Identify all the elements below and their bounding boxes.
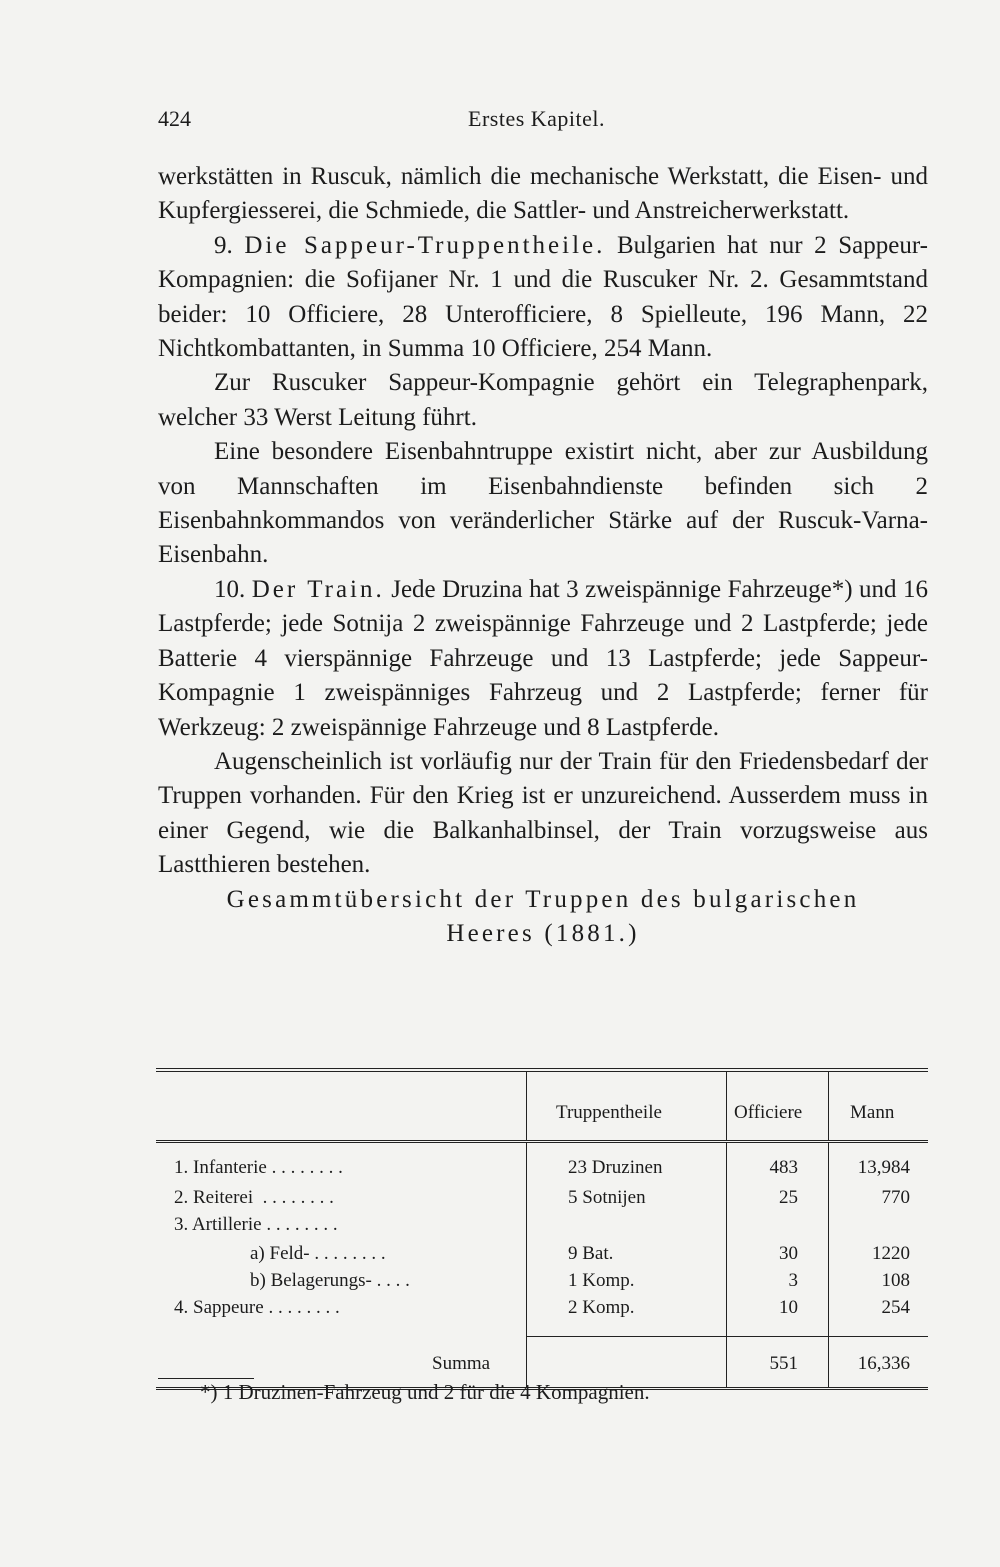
sum-men: 16,336 <box>857 1353 910 1374</box>
row-label: 3. Artillerie . . . . . . . . <box>174 1214 338 1235</box>
footnote-rule <box>158 1378 254 1379</box>
row-units: 5 Sotnijen <box>568 1187 646 1208</box>
header-units: Truppentheile <box>556 1102 662 1123</box>
sum-rule <box>526 1336 928 1337</box>
row-officers: 25 <box>779 1187 798 1208</box>
row-units: 2 Komp. <box>568 1297 635 1318</box>
table-subtitle: Heeres (1881.) <box>446 919 640 947</box>
row-units: 9 Bat. <box>568 1243 614 1264</box>
section-number: 10. <box>214 575 252 603</box>
row-officers: 483 <box>769 1157 798 1178</box>
table-header-row <box>156 1072 928 1140</box>
row-label: 1. Infanterie . . . . . . . . <box>174 1157 343 1178</box>
row-officers: 30 <box>779 1243 798 1264</box>
section-heading: Die Sappeur-Truppentheile. <box>244 231 606 259</box>
row-label: 4. Sappeure . . . . . . . . <box>174 1297 340 1318</box>
row-units: 1 Komp. <box>568 1270 635 1291</box>
header-officers: Officiere <box>734 1102 803 1123</box>
row-officers: 3 <box>788 1270 798 1291</box>
running-header <box>158 106 928 140</box>
row-men: 770 <box>881 1187 910 1208</box>
paragraph <box>158 573 928 745</box>
table-row <box>156 1157 928 1187</box>
footnote: *) 1 Druzinen-Fahrzeug und 2 für die 4 Kompagnien. <box>200 1380 650 1404</box>
header-men: Mann <box>850 1102 895 1123</box>
row-officers: 10 <box>779 1297 798 1318</box>
row-men: 254 <box>881 1297 910 1318</box>
row-label: 2. Reiterei . . . . . . . . <box>174 1187 334 1208</box>
section-text: Bulgarien hat nur 2 Sappeur-Kompagnien: die Sofijaner Nr. 1 und die Ruscuker Nr. 2. Gesammtstand beider: 10 Officiere, 28 Unterofficiere, 8 Spielleute, 196 Mann, 22 Nichtkombattanten, in Summa 10 Officiere, 254 Mann. <box>158 231 929 363</box>
paragraph: Eine besondere Eisenbahntruppe existirt nicht, aber zur Ausbildung von Mannschaften im Eisenbahndienste befinden sich 2 Eisenbahnkommandos von veränderlicher Stärke auf der Ruscuk-Varna-Eisenbahn. <box>158 438 928 569</box>
column-divider <box>526 1072 527 1140</box>
paragraph: Zur Ruscuker Sappeur-Kompagnie gehört ein Telegraphenpark, welcher 33 Werst Leitung führt. <box>158 369 928 431</box>
section-number: 9. <box>214 231 245 259</box>
row-men: 108 <box>881 1270 910 1291</box>
row-men: 1220 <box>872 1243 910 1264</box>
column-divider <box>828 1072 829 1140</box>
section-text: Jede Druzina hat 3 zweispännige Fahrzeuge*) und 16 Lastpferde; jede Sotnija 2 zweispännige Fahrzeuge und 2 Lastpferde; jede Batterie 4 vierspännige Fahrzeuge und 13 Lastpferde; jede Sappeur-Kompagnie 1 zweispänniges Fahrzeug und 2 Lastpferde; ferner für Werkzeug: 2 zweispännige Fahrzeuge und 8 Lastpferde. <box>158 575 929 741</box>
table-row <box>156 1187 928 1217</box>
sum-label: Summa <box>432 1353 491 1374</box>
troops-table <box>156 1068 928 1390</box>
paragraph <box>158 229 928 367</box>
paragraph: Augenscheinlich ist vorläufig nur der Train für den Friedensbedarf der Truppen vorhanden. Für den Krieg ist er unzureichend. Ausserdem muss in einer Gegend, wie die Balkanhalbinsel, der Train vorzugsweise aus Lastthieren bestehen. <box>158 747 928 879</box>
section-heading: Der Train. <box>251 575 385 603</box>
table-title: Gesammtübersicht der Truppen des bulgarischen <box>226 885 860 913</box>
table-body <box>156 1143 928 1339</box>
table-row <box>156 1297 928 1327</box>
table-row <box>156 1243 928 1273</box>
column-divider <box>726 1072 727 1140</box>
paragraph: werkstätten in Ruscuk, nämlich die mechanische Werkstatt, die Eisen- und Kupfergiesserei, die Schmiede, die Sattler- und Anstreicherwerkstatt. <box>158 163 928 225</box>
row-label: a) Feld- . . . . . . . . <box>250 1243 386 1264</box>
table-row <box>156 1214 928 1244</box>
row-units: 23 Druzinen <box>568 1157 663 1178</box>
page-number: 424 <box>158 106 191 131</box>
table-row <box>156 1270 928 1300</box>
body-text <box>158 160 928 951</box>
sum-values <box>156 1353 928 1383</box>
running-title: Erstes Kapitel. <box>468 106 606 131</box>
row-label: b) Belagerungs- . . . . <box>250 1270 410 1291</box>
row-men: 13,984 <box>857 1157 910 1178</box>
sum-officers: 551 <box>769 1353 798 1374</box>
